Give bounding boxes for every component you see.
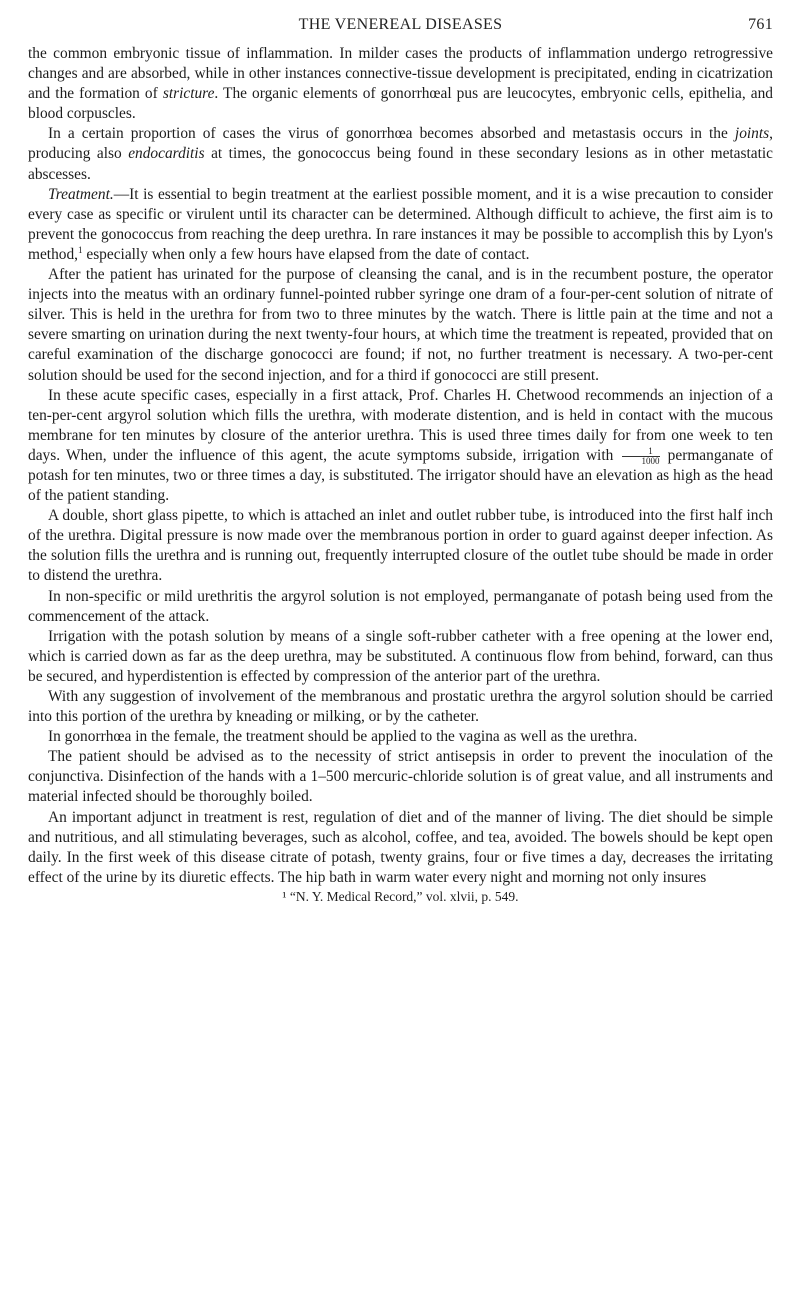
text-run: In non-specific or mild urethritis the argyrol solution is not employed, permanganate of potash being used from the commencement of the attack. [28,587,773,625]
paragraph [28,727,773,747]
text-run: . The organic elements of gonorrhœal pus are leucocytes, embryonic cells, epithelia, and blood corpuscles. [28,85,773,123]
fraction: $\frac{1}{1000}$ [622,447,660,466]
paragraph [28,808,773,888]
text-run: After the patient has urinated for the purpose of cleansing the canal, and is in the recumbent posture, the operator injects into the meatus with an ordinary funnel-pointed rubber syringe one dram of a four-per-cent solution of nitrate of silver. This is held in the urethra for from two to three minutes by the watch. There is little pain at the time and not a severe smarting on urination during the next twenty-four hours, at which time the treatment is repeated, provided that on careful examination of the discharge gonococci are found; if not, no further treatment is necessary. A two-per-cent solution should be used for the second injection, and for a third if gonococci are still present. [28,266,773,384]
text-run: at times, the gonococcus being found in these secondary lesions as in other metastatic abscesses. [28,145,773,183]
body-text [28,44,773,888]
italic-text: joints [734,125,770,143]
text-run: The patient should be advised as to the necessity of strict antisepsis in order to prevent the inoculation of the conjunctiva. Disinfection of the hands with a 1–500 mercuric-chloride solution is of great value, and all instruments and material infected should be thoroughly boiled. [28,748,773,806]
text-run: —It is essential to begin treatment at the earliest possible moment, and it is a wise precaution to consider every case as specific or virulent until its character can be determined. Although difficult to achieve, the first aim is to prevent the gonococcus from reaching the deep urethra. In rare instances it may be possible to accomplish this by Lyon's method, [28,185,773,263]
text-run: With any suggestion of involvement of the membranous and prostatic urethra the argyrol solution should be carried into this portion of the urethra by kneading or milking, or by the catheter. [28,688,773,726]
paragraph [28,386,773,507]
text-run: especially when only a few hours have elapsed from the date of contact. [82,245,530,263]
text-run: permanganate of potash for ten minutes, two or three times a day, is substituted. The irrigator should have an elevation as high as the head of the patient standing. [28,446,773,505]
paragraph [28,627,773,687]
text-run: An important adjunct in treatment is rest, regulation of diet and of the manner of living. The diet should be simple and nutritious, and all stimulating beverages, such as alcohol, coffee, and tea, avoided. The bowels should be kept open daily. In the first week of this disease citrate of potash, twenty grains, four or five times a day, decreases the irritating effect of the urine by its diuretic effects. The hip bath in warm water every night and morning not only insures [28,808,773,886]
italic-text: endocarditis [128,145,205,163]
paragraph [28,506,773,586]
page-number: 761 [748,16,773,33]
text-run: In these acute specific cases, especially in a first attack, Prof. Charles H. Chetwood recommends an injection of a ten-per-cent argyrol solution which fills the urethra, with moderate distention, and is held in contact with the mucous membrane for ten minutes by closure of the anterior urethra. This is used three times daily for from one week to ten days. When, under the influence of this agent, the acute symptoms subside, irrigation with [28,386,773,464]
paragraph [28,587,773,627]
paragraph [28,44,773,124]
paragraph [28,124,773,184]
paragraph [28,747,773,807]
running-head [28,16,773,42]
text-run: In a certain proportion of cases the virus of gonorrhœa becomes absorbed and metastasis occurs in the [48,125,735,143]
paragraph [28,265,773,386]
italic-text: stricture [162,85,215,103]
text-run: In gonorrhœa in the female, the treatment should be applied to the vagina as well as the urethra. [48,728,638,746]
paragraph [28,687,773,727]
footnote-marker: 1 [78,244,83,255]
running-title: THE VENEREAL DISEASES [298,16,503,33]
text-run: , producing also [28,125,773,163]
footnote: ¹ “N. Y. Medical Record,” vol. xlvii, p. 549. [282,888,519,904]
text-run: the common embryonic tissue of inflammation. In milder cases the products of inflammation undergo retrogressive changes and are absorbed, while in other instances connective-tissue development is precipitated, ending in cicatrization and the formation of [28,45,773,103]
italic-text: Treatment. [48,185,114,203]
page [28,16,773,905]
text-run: Irrigation with the potash solution by means of a single soft-rubber catheter with a free opening at the lower end, which is carried down as far as the deep urethra, may be substituted. A continuous flow from behind, forward, can thus be secured, and hyperdistention is effected by compression of the anterior part of the urethra. [28,627,773,685]
paragraph [28,185,773,265]
text-run: A double, short glass pipette, to which is attached an inlet and outlet rubber tube, is introduced into the first half inch of the urethra. Digital pressure is now made over the membranous portion in order to guard against deeper infection. As the solution fills the urethra and is running out, frequently interrupted closure of the outlet tube should be made in order to distend the urethra. [28,507,773,585]
